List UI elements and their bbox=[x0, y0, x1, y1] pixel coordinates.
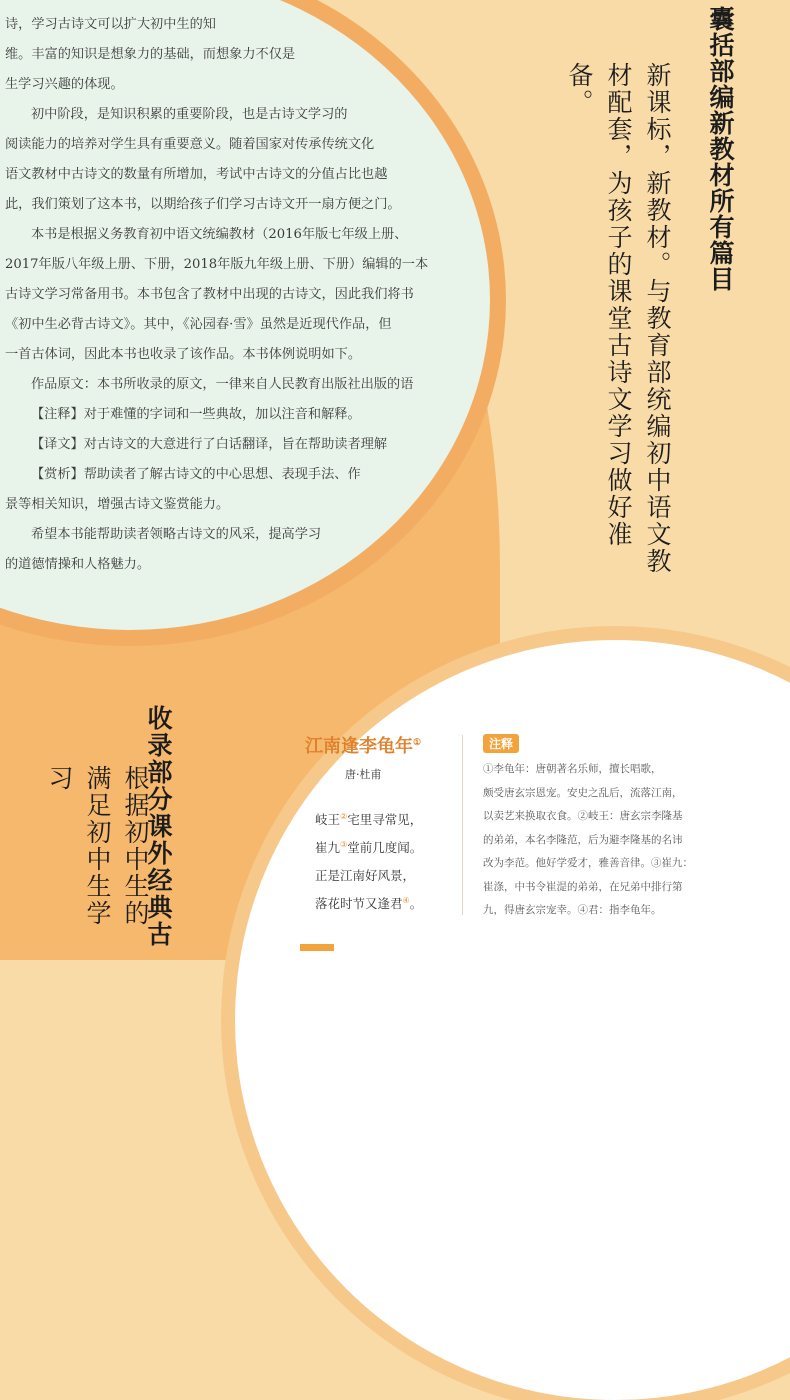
note-mark: ② bbox=[340, 812, 348, 821]
intro-line: 古诗文学习常备用书。本书包含了教材中出现的古诗文，因此我们将书 bbox=[5, 287, 414, 302]
intro-line: 《初中生必背古诗文》。其中，《沁园春·雪》虽然是近现代作品，但 bbox=[5, 317, 392, 332]
intro-line: 一首古体词，因此本书也收录了该作品。本书体例说明如下。 bbox=[5, 347, 362, 362]
note-line: ①李龟年：唐朝著名乐师，擅长唱歌， bbox=[483, 763, 662, 775]
poem-text: 落花时节又逢君 bbox=[315, 896, 403, 912]
intro-text bbox=[5, 10, 490, 580]
intro-circle bbox=[0, 0, 490, 630]
right-heading: 囊括部编新教材所有篇目 bbox=[706, 6, 735, 292]
poem-line bbox=[315, 860, 422, 888]
notes-text bbox=[483, 758, 733, 923]
poem-text: 堂前几度闻。 bbox=[347, 840, 423, 856]
poem-line bbox=[315, 804, 422, 832]
poem-title-text: 江南逢李龟年 bbox=[305, 736, 413, 757]
left-body: 根据初中生的满足初中生学习 bbox=[45, 765, 150, 927]
intro-line: 作品原文：本书所收录的原文，一律来自人民教育出版社出版的语 bbox=[31, 377, 414, 392]
poem-text: 岐王 bbox=[315, 812, 341, 828]
intro-line: 阅读能力的培养对学生具有重要意义。随着国家对传承传统文化 bbox=[5, 137, 375, 152]
intro-line: 语文教材中古诗文的数量有所增加，考试中古诗文的分值占比也越 bbox=[5, 167, 388, 182]
left-heading: 收录部分课外经典古 bbox=[144, 705, 173, 948]
note-line: 以卖艺来换取衣食。②岐王：唐玄宗李隆基 bbox=[483, 810, 683, 822]
intro-line: 景等相关知识，增强古诗文鉴赏能力。 bbox=[5, 497, 230, 512]
decorative-bar bbox=[300, 944, 334, 951]
poem-title-mark: ① bbox=[413, 738, 422, 748]
intro-line: 【译文】对古诗文的大意进行了白话翻译，旨在帮助读者理解 bbox=[31, 437, 388, 452]
poem-text: 宅里寻常见， bbox=[347, 812, 423, 828]
intro-line: 初中阶段，是知识积累的重要阶段，也是古诗文学习的 bbox=[31, 107, 348, 122]
right-body: 新课标，新教材。与教育部统编初中语文教材配套，为孩子的课堂古诗文学习做好准备。 bbox=[565, 62, 672, 575]
intro-line: 2017年版八年级上册、下册，2018年版九年级上册、下册）编辑的一本 bbox=[5, 257, 429, 272]
intro-line: 生学习兴趣的体现。 bbox=[5, 77, 124, 92]
note-line: 颇受唐玄宗恩宠。安史之乱后，流落江南， bbox=[483, 786, 683, 799]
note-line: 九，得唐玄宗宠幸。④君：指李龟年。 bbox=[483, 904, 662, 916]
poem-author: 唐·杜甫 bbox=[345, 768, 382, 781]
poem-body bbox=[315, 804, 422, 917]
poem-text: 崔九 bbox=[315, 840, 341, 856]
poem-title bbox=[305, 732, 421, 758]
poem-line bbox=[315, 832, 422, 860]
intro-line: 希望本书能帮助读者领略古诗文的风采，提高学习 bbox=[31, 527, 322, 542]
poem-text: 正是江南好风景， bbox=[315, 868, 416, 884]
note-mark: ④ bbox=[402, 896, 410, 906]
poem-text: 。 bbox=[409, 896, 423, 912]
intro-line: 维。丰富的知识是想象力的基础，而想象力不仅是 bbox=[5, 47, 296, 62]
note-mark: ③ bbox=[340, 840, 348, 850]
intro-line: 诗，学习古诗文可以扩大初中生的知 bbox=[5, 17, 216, 32]
column-divider bbox=[462, 735, 463, 915]
intro-line: 的道德情操和人格魅力。 bbox=[5, 557, 151, 572]
poem-line bbox=[315, 888, 422, 916]
intro-line: 【注释】对于难懂的字词和一些典故，加以注音和解释。 bbox=[31, 407, 361, 422]
intro-line: 此，我们策划了这本书，以期给孩子们学习古诗文开一扇方便之门。 bbox=[5, 197, 401, 212]
notes-badge: 注释 bbox=[483, 734, 519, 753]
note-line: 的弟弟，本名李隆范，后为避李隆基的名讳 bbox=[483, 833, 683, 846]
note-line: 改为李范。他好学爱才，雅善音律。③崔九： bbox=[483, 857, 693, 869]
intro-line: 【赏析】帮助读者了解古诗文的中心思想、表现手法、作 bbox=[31, 467, 361, 482]
intro-line: 本书是根据义务教育初中语文统编教材（2016年版七年级上册、 bbox=[31, 227, 408, 242]
note-line: 崔涤，中书令崔湜的弟弟，在兄弟中排行第 bbox=[483, 880, 683, 893]
